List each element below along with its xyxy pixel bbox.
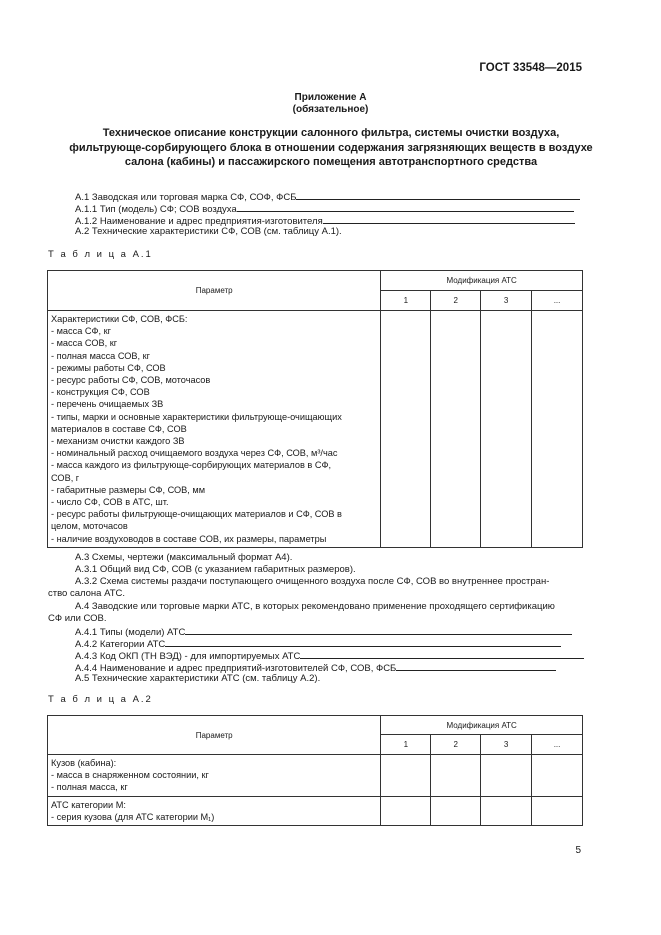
param-line: - режимы работы СФ, СОВ [51,362,166,373]
param-line: материалов в составе СФ, СОВ [51,423,187,434]
param-line: - конструкция СФ, СОВ [51,387,150,398]
item-a1: А.1 Заводская или торговая марка СФ, СОФ, ФСБ [75,190,580,204]
param-line: - полная масса СОВ, кг [51,350,151,361]
param-line: - ресурс работы фильтрующе-очищающих материалов и СФ, СОВ в [51,509,342,520]
item-a5: А.5 Технические характеристики АТС (см. таблицу А.2). [75,673,321,684]
param-line: - механизм очистки каждого ЗВ [51,436,185,447]
col-header: 2 [431,291,481,311]
mod-header: Модификация АТС [381,716,583,735]
value-cell [381,755,431,797]
table-a2 [47,715,583,826]
item-a4-3: А.4.3 Код ОКП (ТН ВЭД) - для импортируемых АТС [75,649,584,663]
param-list [48,311,381,548]
annex-kind: (обязательное) [292,104,369,115]
col-header: 3 [481,291,532,311]
value-cell [532,755,583,797]
col-header: 1 [381,291,431,311]
fill-line [296,190,580,200]
param-line: целом, моточасов [51,521,128,532]
mod-header: Модификация АТС [381,271,583,291]
param-line: АТС категории М: [51,800,126,810]
fill-line [185,625,572,635]
param-header: Параметр [48,716,381,755]
item-a4-l2: СФ или СОВ. [48,613,107,624]
col-header: 3 [481,735,532,755]
value-cell [431,797,481,826]
value-cell [381,797,431,826]
item-a4-l1: А.4 Заводские или торговые марки АТС, в которых рекомендовано применение проходящего сертификацию [75,601,555,612]
value-cell [381,311,431,548]
param-header: Параметр [48,271,381,311]
param-group-category [48,797,381,826]
param-line: - масса в снаряженном состоянии, кг [51,770,209,781]
col-header: ... [532,735,583,755]
param-line: - габаритные размеры СФ, СОВ, мм [51,484,206,495]
item-a1-2: А.1.2 Наименование и адрес предприятия-изготовителя [75,214,575,228]
param-line: Кузов (кабина): [51,758,117,768]
heading-line: салона (кабины) и пассажирского помещения автотранспортного средства [124,156,538,168]
param-line: - масса каждого из фильтрующе-сорбирующих материалов в СФ, [51,460,332,471]
param-line: - ресурс работы СФ, СОВ, моточасов [51,375,211,386]
item-a4-1: А.4.1 Типы (модели) АТС [75,625,572,639]
page-number: 5 [575,845,581,856]
standard-number: ГОСТ 33548—2015 [479,62,582,74]
param-line: - перечень очищаемых ЗВ [51,399,164,410]
fill-line [396,661,556,671]
heading-line: Техническое описание конструкции салонного фильтра, системы очистки воздуха, [102,127,560,139]
col-header: 1 [381,735,431,755]
param-line: - номинальный расход очищаемого воздуха через СФ, СОВ, м³/час [51,448,338,459]
item-a1-1: А.1.1 Тип (модель) СФ; СОВ воздуха [75,202,574,216]
item-a2: А.2 Технические характеристики СФ, СОВ (см. таблицу А.1). [75,226,342,237]
value-cell [431,311,481,548]
col-header: ... [532,291,583,311]
value-cell [481,755,532,797]
annex-title: Приложение А [294,92,367,103]
value-cell [481,311,532,548]
table-a1-caption: Т а б л и ц а А.1 [48,249,153,260]
item-a3: А.3 Схемы, чертежи (максимальный формат А4). [75,552,293,563]
param-line: СОВ, г [51,472,80,483]
param-line: - типы, марки и основные характеристики фильтрующе-очищающих [51,411,342,422]
param-line: - наличие воздуховодов в составе СОВ, их размеры, параметры [51,533,327,544]
fill-line [237,202,574,212]
param-line: - полная масса, кг [51,782,128,793]
item-a4-4: А.4.4 Наименование и адрес предприятий-изготовителей СФ, СОВ, ФСБ [75,661,556,675]
fill-line [300,649,584,659]
table-a1 [47,270,583,548]
param-line: - серия кузова (для АТС категории М₁) [51,812,215,823]
annex-heading [40,126,622,170]
param-line: - масса СОВ, кг [51,338,118,349]
item-a3-2-l1: А.3.2 Схема системы раздачи поступающего очищенного воздуха после СФ, СОВ во внутреннее простран- [75,576,550,587]
value-cell [431,755,481,797]
col-header: 2 [431,735,481,755]
heading-line: фильтрующе-сорбирующего блока в отношении содержания загрязняющих веществ в воздухе [69,141,593,154]
param-line: - число СФ, СОВ в АТС, шт. [51,497,169,508]
value-cell [532,311,583,548]
param-line: - масса СФ, кг [51,326,111,337]
value-cell [532,797,583,826]
fill-line [323,214,575,224]
table-a2-caption: Т а б л и ц а А.2 [48,694,153,705]
param-line: Характеристики СФ, СОВ, ФСБ: [51,314,188,324]
param-group-body [48,755,381,797]
item-a4-2: А.4.2 Категории АТС [75,637,561,651]
item-a3-1: А.3.1 Общий вид СФ, СОВ (с указанием габаритных размеров). [75,564,356,575]
item-a3-2-l2: ство салона АТС. [48,588,125,599]
fill-line [165,637,561,647]
value-cell [481,797,532,826]
